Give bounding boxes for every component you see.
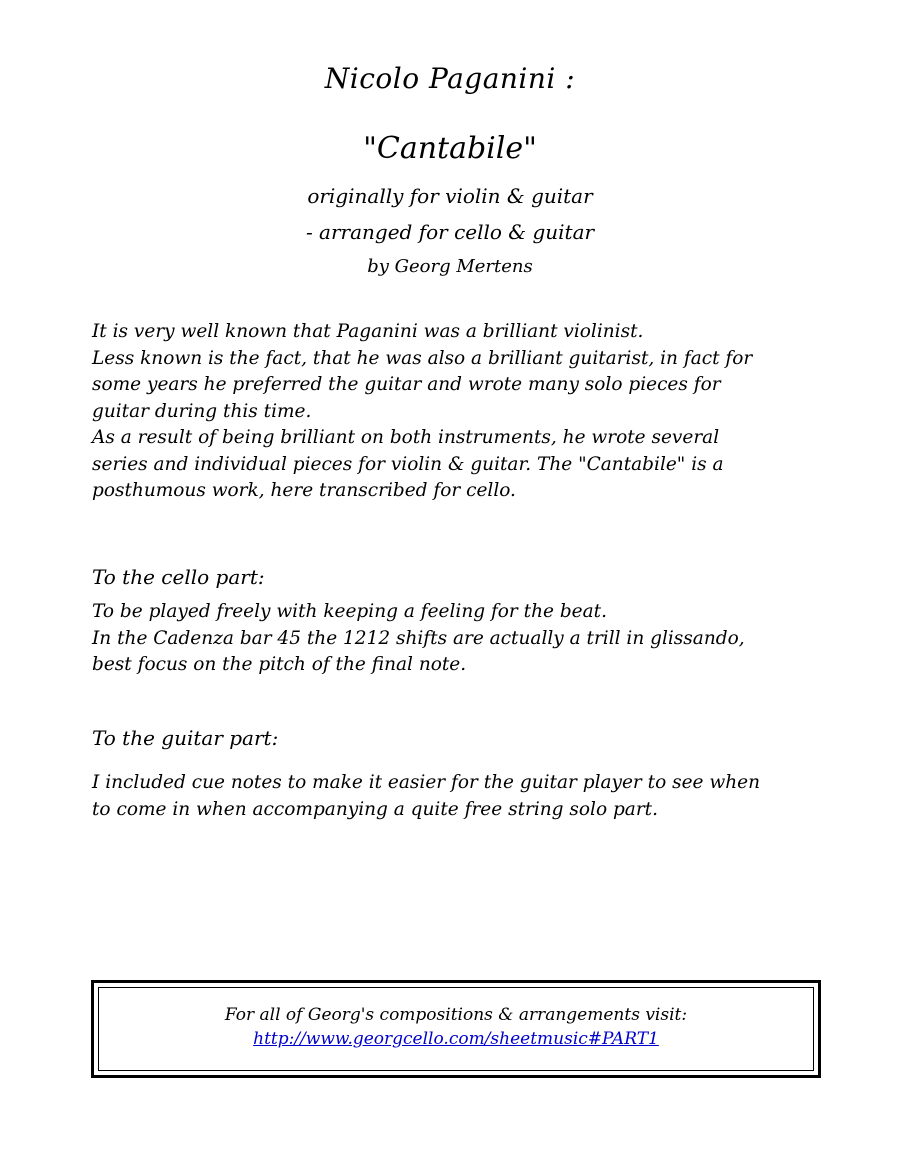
footer-box-label: For all of Georg's compositions & arrangements visit: [224,1005,688,1025]
work-title: "Cantabile" [363,131,537,166]
cello-part-paragraph [92,599,832,679]
intro-line: series and individual pieces for violin & guitar. The "Cantabile" is a [92,453,724,475]
cello-line: In the Cadenza bar 45 the 1212 shifts are actually a trill in glissando, [92,627,745,649]
guitar-part-paragraph [92,770,832,823]
subtitle-arrangement: - arranged for cello & guitar [305,220,595,244]
intro-line: Less known is the fact, that he was also a brilliant guitarist, in fact for [92,347,753,369]
composer-title: Nicolo Paganini : [324,62,576,95]
intro-line: posthumous work, here transcribed for cello. [92,480,516,501]
guitar-line: to come in when accompanying a quite free string solo part. [92,798,658,820]
cello-line: To be played freely with keeping a feeling for the beat. [92,601,607,622]
intro-paragraph [92,319,832,505]
intro-line: guitar during this time. [92,400,312,422]
guitar-line: I included cue notes to make it easier for the guitar player to see when [92,772,760,793]
intro-line: As a result of being brilliant on both instruments, he wrote several [92,427,720,448]
intro-line: some years he preferred the guitar and wrote many solo pieces for [92,374,721,395]
cello-line: best focus on the pitch of the final note. [92,654,467,675]
intro-line: It is very well known that Paganini was a brilliant violinist. [92,321,644,342]
footer-box [91,980,821,1078]
website-link[interactable]: http://www.georgcello.com/sheetmusic#PART1 [253,1029,659,1049]
cello-part-heading: To the cello part: [92,565,265,589]
subtitle-arranger: by Georg Mertens [367,256,533,277]
subtitle-original-scoring: originally for violin & guitar [307,184,593,208]
guitar-part-heading: To the guitar part: [92,726,279,750]
